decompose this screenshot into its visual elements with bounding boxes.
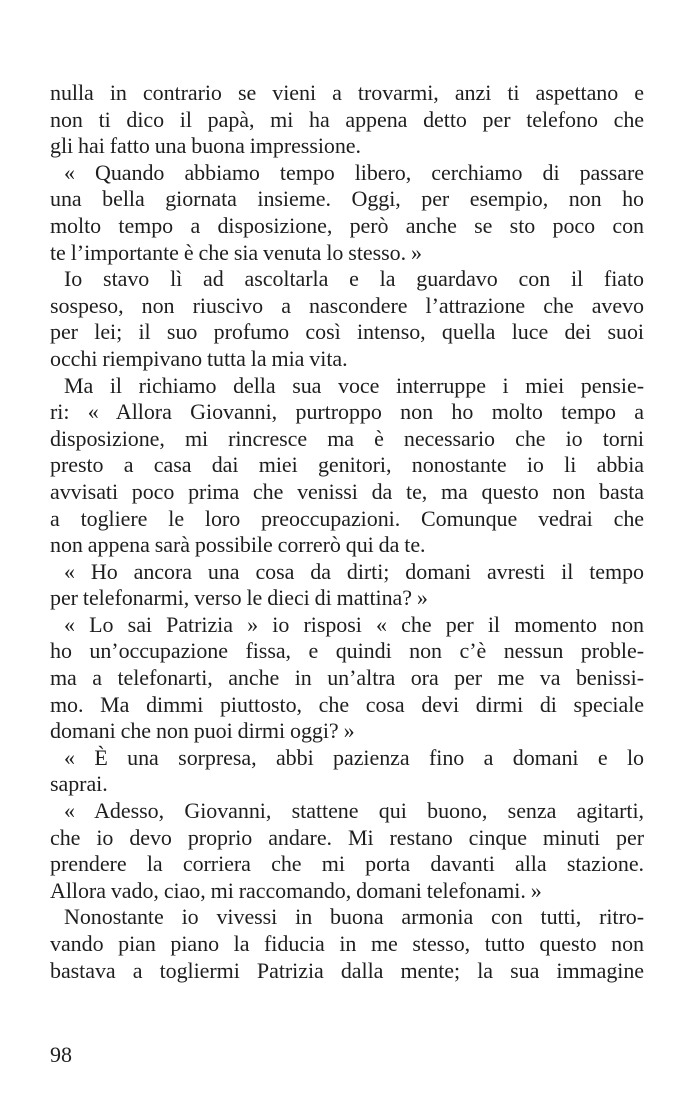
- text-line: Io stavo lì ad ascoltarla e la guardavo con il fiato: [64, 266, 644, 292]
- text-line: per lei; il suo profumo così intenso, quella luce dei suoi: [50, 319, 644, 345]
- text-line: molto tempo a disposizione, però anche se sto poco con: [50, 212, 644, 238]
- text-line: ma a telefonarti, anche in un’altra ora per me va benissi-: [50, 665, 644, 691]
- text-line: te l’importante è che sia venuta lo stesso. »: [50, 239, 422, 265]
- text-line: sospeso, non riuscivo a nascondere l’attrazione che avevo: [50, 292, 644, 318]
- text-line: avvisati poco prima che venissi da te, ma questo non basta: [50, 478, 644, 504]
- text-line: domani che non puoi dirmi oggi? »: [50, 718, 355, 744]
- text-line: bastava a togliermi Patrizia dalla mente; la sua immagine: [50, 957, 644, 983]
- page-number: 98: [50, 1042, 72, 1067]
- text-line: « Ho ancora una cosa da dirti; domani avresti il tempo: [64, 558, 644, 584]
- text-line: che io devo proprio andare. Mi restano cinque minuti per: [50, 824, 644, 850]
- text-line: Allora vado, ciao, mi raccomando, domani telefonami. »: [50, 877, 542, 903]
- text-line: ri: « Allora Giovanni, purtroppo non ho molto tempo a: [50, 399, 644, 425]
- text-line: disposizione, mi rincresce ma è necessario che io torni: [50, 425, 644, 451]
- text-line: ho un’occupazione fissa, e quindi non c’è nessun proble-: [50, 638, 644, 664]
- text-line: prendere la corriera che mi porta davanti alla stazione.: [50, 851, 644, 877]
- text-line: Ma il richiamo della sua voce interruppe i miei pensie-: [64, 372, 644, 398]
- text-line: non ti dico il papà, mi ha appena detto per telefono che: [50, 106, 644, 132]
- text-line: presto a casa dai miei genitori, nonostante io li abbia: [50, 452, 644, 478]
- body-text: [50, 80, 644, 984]
- text-line: per telefonarmi, verso le dieci di mattina? »: [50, 585, 428, 611]
- text-line: Nonostante io vivessi in buona armonia con tutti, ritro-: [64, 904, 644, 930]
- text-line: « Lo sai Patrizia » io risposi « che per il momento non: [64, 611, 644, 637]
- text-line: a togliere le loro preoccupazioni. Comunque vedrai che: [50, 505, 644, 531]
- text-line: « Quando abbiamo tempo libero, cerchiamo di passare: [64, 159, 644, 185]
- text-line: mo. Ma dimmi piuttosto, che cosa devi dirmi di speciale: [50, 691, 644, 717]
- text-line: vando pian piano la fiducia in me stesso, tutto questo non: [50, 931, 644, 956]
- text-line: una bella giornata insieme. Oggi, per esempio, non ho: [50, 186, 644, 212]
- text-line: nulla in contrario se vieni a trovarmi, anzi ti aspettano e: [50, 80, 644, 105]
- text-line: saprai.: [50, 771, 108, 797]
- text-line: gli hai fatto una buona impressione.: [50, 133, 361, 159]
- text-line: « Adesso, Giovanni, stattene qui buono, senza agitarti,: [64, 798, 644, 824]
- text-line: « È una sorpresa, abbi pazienza fino a domani e lo: [64, 744, 644, 770]
- text-line: occhi riempivano tutta la mia vita.: [50, 345, 348, 371]
- text-line: non appena sarà possibile correrò qui da te.: [50, 532, 426, 558]
